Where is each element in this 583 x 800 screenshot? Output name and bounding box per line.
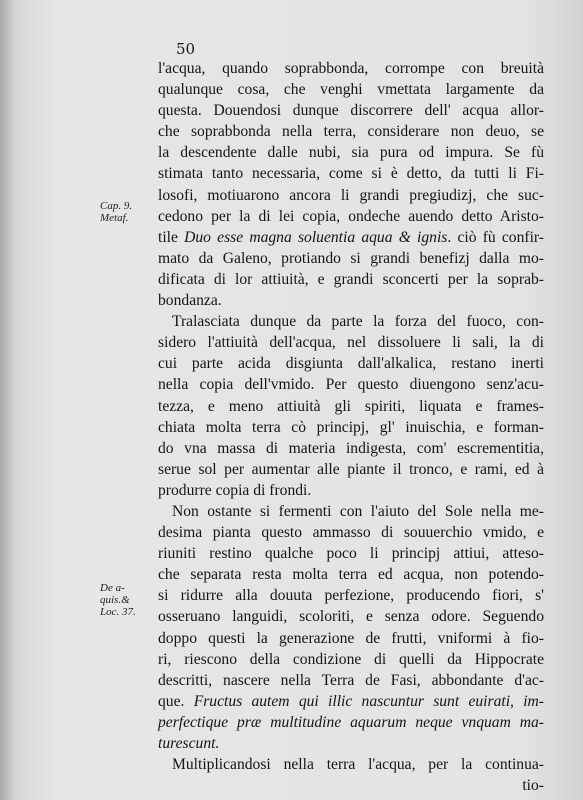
text-span: . ciò fù confir- xyxy=(447,228,544,246)
text-line: cedono per la di lei copia, ondeche auendo detto Aristo- xyxy=(158,207,544,225)
margin-note-de-aquis xyxy=(100,582,158,618)
text-line: mato da Galeno, protiando si grandi benefizj dalla mo- xyxy=(158,249,544,267)
text-line xyxy=(158,691,544,712)
catchword: tio- xyxy=(522,777,544,795)
text-line: sidero l'attiuità dell'acqua, nel dissoluere li sali, la di xyxy=(158,334,544,352)
text-line: Tralasciata dunque da parte la forza del fuoco, con- xyxy=(172,313,544,331)
text-line: losofi, motiuarono ancora li grandi pregiudizj, che suc- xyxy=(158,186,544,204)
text-line: chiata molta terra cò principj, gl' inuischia, e forman- xyxy=(158,418,544,436)
text-line: che soprabbonda nella terra, considerare non deuo, se xyxy=(158,123,544,141)
margin-note-line: Metaf. xyxy=(100,212,129,224)
text-line: che separata resta molta terra ed acqua, non potendo- xyxy=(158,566,544,584)
text-line: tezza, e meno attiuità gli spiriti, liquata e frames- xyxy=(158,397,544,415)
text-line: nella copia dell'vmido. Per questo diuengono senz'acu- xyxy=(158,376,544,394)
text-line: bondanza. xyxy=(158,292,222,310)
text-line: descritti, nascere nella Terra de Fasi, abbondante d'ac- xyxy=(158,671,544,689)
text-line: doppo questi la generazione de frutti, vniformi à fio- xyxy=(158,629,544,647)
margin-note-line: Cap. 9. xyxy=(100,200,133,212)
text-line: Multiplicandosi nella terra l'acqua, per la continua- xyxy=(172,756,544,774)
text-span: que. xyxy=(158,692,194,710)
text-line: stimata tanto necessaria, come si è detto, da tutti li Fi- xyxy=(158,165,544,183)
text-line: la descendente dalle nubi, sia pura od impura. Se fù xyxy=(158,144,544,162)
text-line: qualunque cosa, che venghi vmettata largamente da xyxy=(158,81,544,99)
body-text xyxy=(158,58,544,796)
text-line: questa. Douendosi dunque discorrere dell' acqua allor- xyxy=(158,102,544,120)
margin-note-line: De a- xyxy=(100,582,125,594)
latin-quote: Duo esse magna soluentia aqua & ignis xyxy=(184,228,448,246)
text-line: serue sol per aumentar alle piante il tronco, e rami, ed à xyxy=(158,460,544,478)
text-span: tile xyxy=(158,228,185,246)
latin-quote-line: perfectique præ multitudine aquarum neque vnquam ma- xyxy=(158,713,544,731)
text-line: desima pianta questo ammasso di souuerchio vmido, e xyxy=(158,524,544,542)
text-line: si ridurre alla douuta perfezione, producendo fiori, s' xyxy=(158,587,544,605)
page-number: 50 xyxy=(176,40,196,58)
text-line: dificata di lor attiuità, e grandi sconcerti per la soprab- xyxy=(158,270,544,288)
text-line: l'acqua, quando soprabbonda, corrompe con breuità xyxy=(158,60,544,77)
text-line: do vna massa di materia indigesta, com' escrementitia, xyxy=(158,439,544,457)
text-line: ri, riescono della condizione di quelli da Hippocrate xyxy=(158,650,544,668)
latin-quote: Fructus autem qui illic nascuntur sunt euirati, im- xyxy=(193,692,544,710)
page-gutter-shadow xyxy=(0,0,14,800)
text-line: cui parte acida disgiunta dall'alkalica, restano inerti xyxy=(158,355,544,373)
text-line: riuniti restino qualche poco li principj attiui, atteso- xyxy=(158,545,544,563)
latin-quote-line: turescunt. xyxy=(158,735,220,752)
margin-note-line: Loc. 37. xyxy=(100,606,136,618)
text-line: Non ostante si fermenti con l'aiuto del Sole nella me- xyxy=(172,502,544,520)
margin-note-cap9 xyxy=(100,200,158,224)
margin-note-line: quis.& xyxy=(100,594,130,606)
text-line: osseruano languidi, scoloriti, e senza odore. Seguendo xyxy=(158,608,544,626)
text-line xyxy=(158,227,544,248)
text-line: produrre copia di frondi. xyxy=(158,481,312,499)
